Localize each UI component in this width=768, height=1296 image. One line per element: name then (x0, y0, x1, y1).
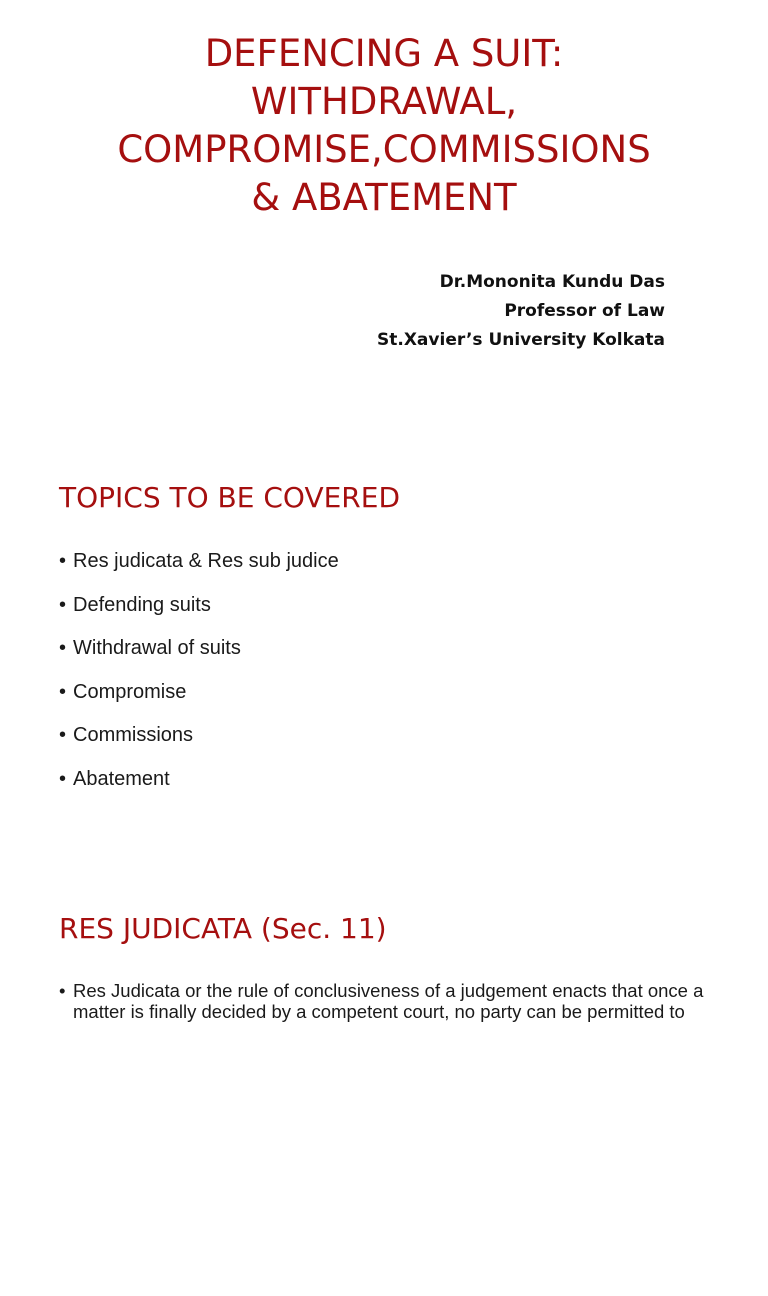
list-item-text: Res Judicata or the rule of conclusiveness of a judgement enacts that once a matter is finally decided by a competent court, no party can be permitted to (73, 980, 704, 1022)
list-item-text: Res judicata & Res sub judice (73, 550, 339, 572)
list-item (59, 591, 339, 635)
res-judicata-list (59, 980, 719, 1022)
bullet-icon: • (59, 550, 67, 572)
author-block (377, 268, 665, 355)
topics-slide (0, 432, 768, 864)
bullet-icon: • (59, 637, 67, 660)
bullet-icon: • (59, 593, 67, 616)
bullet-icon: • (59, 980, 66, 1001)
slide-heading: TOPICS TO BE COVERED (59, 481, 401, 514)
list-item-text: Withdrawal of suits (73, 637, 241, 660)
list-item (59, 678, 339, 722)
title-slide (0, 0, 768, 432)
slide-heading: RES JUDICATA (Sec. 11) (59, 912, 387, 945)
res-judicata-slide (0, 864, 768, 1296)
title-line: COMPROMISE,COMMISSIONS (117, 128, 651, 171)
list-item (59, 980, 719, 1022)
author-name: Dr.Mononita Kundu Das (439, 272, 665, 292)
topics-list (59, 547, 339, 809)
list-item (59, 721, 339, 765)
list-item-text: Defending suits (73, 593, 211, 616)
list-item (59, 547, 339, 591)
title-line: & ABATEMENT (251, 176, 517, 219)
author-affiliation: St.Xavier’s University Kolkata (377, 330, 665, 350)
list-item (59, 765, 339, 809)
title-line: DEFENCING A SUIT: (204, 32, 564, 75)
deck-title (60, 30, 708, 222)
title-line: WITHDRAWAL, (250, 80, 518, 123)
list-item (59, 634, 339, 678)
bullet-icon: • (59, 680, 67, 703)
author-role: Professor of Law (504, 301, 665, 321)
list-item-text: Abatement (73, 767, 170, 790)
list-item-text: Commissions (73, 724, 194, 747)
bullet-icon: • (59, 767, 67, 790)
list-item-text: Compromise (73, 680, 187, 703)
bullet-icon: • (59, 724, 67, 747)
